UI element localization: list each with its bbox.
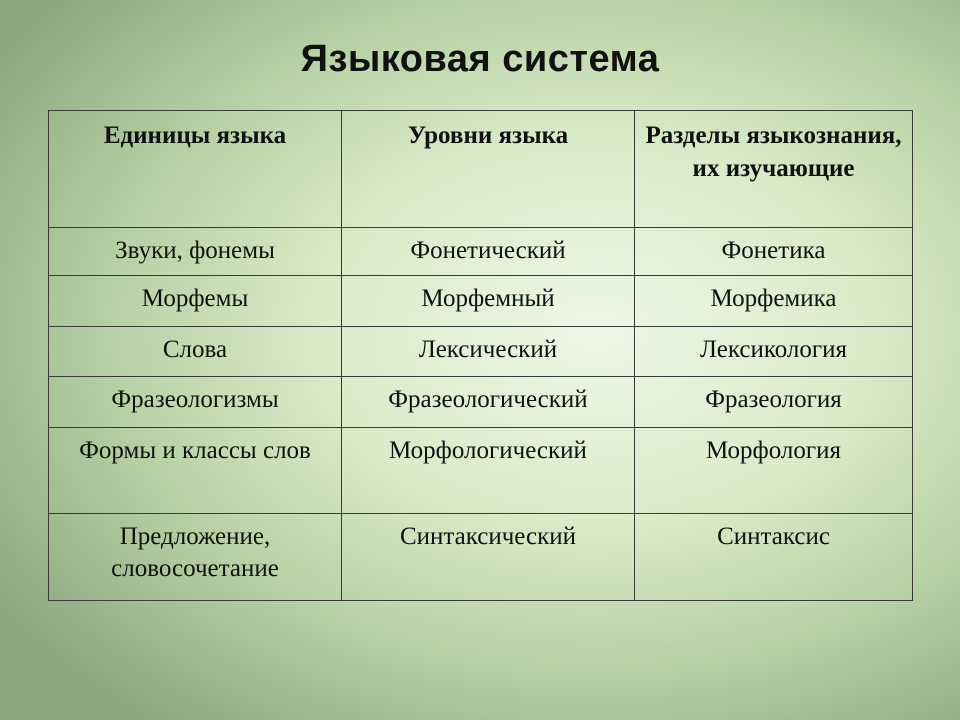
cell-level: Фразеологический [342,377,635,428]
cell-unit: Слова [49,327,342,377]
header-levels: Уровни языка [342,111,635,228]
cell-unit: Формы и классы слов [49,428,342,514]
cell-section: Морфология [635,428,913,514]
cell-section: Морфемика [635,276,913,327]
cell-level: Лексический [342,327,635,377]
table-row [49,276,913,327]
cell-section: Синтаксис [635,514,913,601]
table-header-row [49,111,913,228]
cell-unit: Предложение, словосочетание [49,514,342,601]
cell-section: Фразеология [635,377,913,428]
table-row [49,514,913,601]
slide-title: Языковая система [300,38,660,80]
cell-unit: Морфемы [49,276,342,327]
cell-section: Лексикология [635,327,913,377]
cell-unit: Звуки, фонемы [49,228,342,276]
cell-level: Морфологический [342,428,635,514]
cell-level: Морфемный [342,276,635,327]
table-row [49,327,913,377]
table-row [49,428,913,514]
cell-level: Фонетический [342,228,635,276]
cell-section: Фонетика [635,228,913,276]
header-sections: Разделы языкознания, их изучающие [635,111,913,228]
table-row [49,228,913,276]
language-system-table [48,110,913,601]
header-units: Единицы языка [49,111,342,228]
cell-unit: Фразеологизмы [49,377,342,428]
cell-level: Синтаксический [342,514,635,601]
table-row [49,377,913,428]
